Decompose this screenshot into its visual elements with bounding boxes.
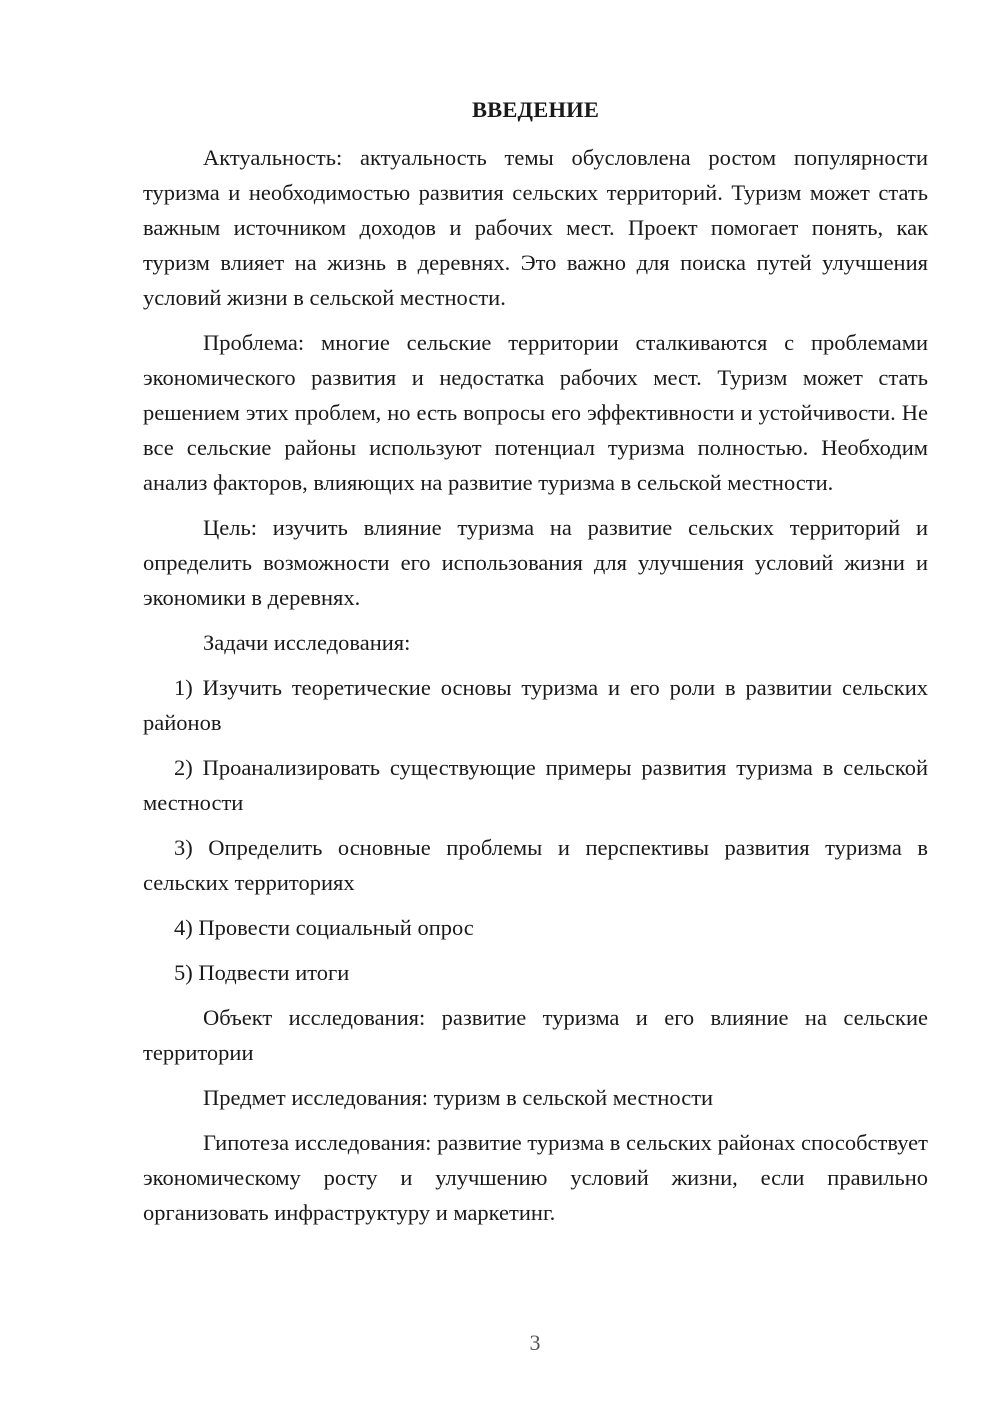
tasks-heading: Задачи исследования: xyxy=(203,630,411,655)
list-item: 5) Подвести итоги xyxy=(174,960,350,985)
object-paragraph: Объект исследования: развитие туризма и его влияние на сельские территории xyxy=(143,1005,928,1065)
relevance-paragraph: Актуальность: актуальность темы обусловлена ростом популярности туризма и необходимостью развития сельских территорий. Туризм может стать важным источником доходов и рабочих мест. Проект помогает понять, как туризм влияет на жизнь в деревнях. Это важно для поиска путей улучшения условий жизни в сельской местности. xyxy=(143,145,928,310)
page-title: ВВЕДЕНИЕ xyxy=(471,97,600,122)
goal-paragraph: Цель: изучить влияние туризма на развитие сельских территорий и определить возможности его использования для улучшения условий жизни и экономики в деревнях. xyxy=(143,515,928,610)
document-body xyxy=(143,90,928,1240)
problem-paragraph: Проблема: многие сельские территории сталкиваются с проблемами экономического развития и недостатка рабочих мест. Туризм может стать решением этих проблем, но есть вопросы его эффективности и устойчивости. Не все сельские районы используют потенциал туризма полностью. Необходим анализ факторов, влияющих на развитие туризма в сельской местности. xyxy=(143,330,928,495)
tasks-list xyxy=(143,670,928,990)
subject-paragraph: Предмет исследования: туризм в сельской местности xyxy=(203,1085,714,1110)
list-item: 1) Изучить теоретические основы туризма и его роли в развитии сельских районов xyxy=(143,675,928,735)
page-number: 3 xyxy=(529,1330,541,1355)
list-item: 3) Определить основные проблемы и перспективы развития туризма в сельских территориях xyxy=(143,835,928,895)
hypothesis-paragraph: Гипотеза исследования: развитие туризма в сельских районах способствует экономическому росту и улучшению условий жизни, если правильно организовать инфраструктуру и маркетинг. xyxy=(143,1130,928,1225)
list-item: 4) Провести социальный опрос xyxy=(174,915,474,940)
list-item: 2) Проанализировать существующие примеры развития туризма в сельской местности xyxy=(143,755,928,815)
